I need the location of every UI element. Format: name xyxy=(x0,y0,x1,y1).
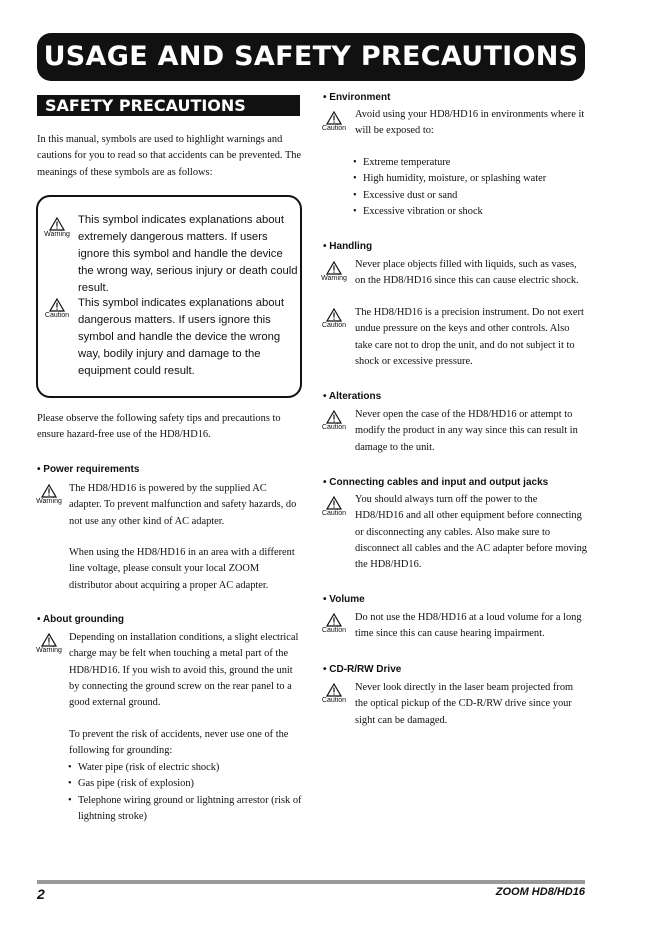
power-paragraph-2: When using the HD8/HD16 in an area with a different line voltage, please consult your local ZOOM distributor about acquiring a proper AC adapter. xyxy=(69,547,295,591)
alterations-paragraph: Never open the case of the HD8/HD16 or attempt to modify the product in any way since this can result in damage to the unit. xyxy=(355,409,578,453)
handling-label-1: Warning xyxy=(321,275,347,282)
list-item: • Gas pipe (risk of explosion) xyxy=(68,776,302,792)
caution-icon xyxy=(319,111,349,133)
cables-paragraph: You should always turn off the power to the HD8/HD16 and all other equipment before connecting or disconnecting any cables. Also make sure to disconnect all cables and the AC adapter before moving the HD8/HD16. xyxy=(355,494,587,571)
cables-label: Caution xyxy=(321,510,347,517)
power-heading: • Power requirements xyxy=(37,464,140,475)
alterations-heading: • Alterations xyxy=(323,391,382,402)
environment-list xyxy=(353,155,587,220)
volume-label: Caution xyxy=(321,627,347,634)
caution-icon xyxy=(42,298,72,320)
volume-heading: • Volume xyxy=(323,594,365,605)
caution-icon xyxy=(319,683,349,705)
list-item: • Excessive vibration or shock xyxy=(353,204,587,220)
warning-explanation: This symbol indicates explanations about extremely dangerous matters. If users ignore this symbol and handle the device the wrong way, serious injury or death could result. xyxy=(78,214,298,294)
environment-heading: • Environment xyxy=(323,92,391,103)
list-item: • Extreme temperature xyxy=(353,155,587,171)
volume-paragraph: Do not use the HD8/HD16 at a loud volume for a long time since this can cause hearing impairment. xyxy=(355,612,582,640)
warning-icon xyxy=(34,484,64,506)
page-title: USAGE AND SAFETY PRECAUTIONS xyxy=(43,41,579,72)
warning-icon xyxy=(34,633,64,655)
power-label: Warning xyxy=(36,498,62,505)
warning-icon xyxy=(319,261,349,283)
caution-icon xyxy=(319,613,349,635)
grounding-label: Warning xyxy=(36,647,62,654)
cdrw-paragraph: Never look directly in the laser beam projected from the optical pickup of the CD-R/RW drive since your sight can be damaged. xyxy=(355,682,574,726)
grounding-paragraph-2: To prevent the risk of accidents, never use one of the following for grounding: xyxy=(69,729,289,757)
grounding-list xyxy=(68,760,302,825)
grounding-heading: • About grounding xyxy=(37,614,124,625)
observe-text: Please observe the following safety tips and precautions to ensure hazard-free use of the HD8/HD16. xyxy=(37,413,281,441)
list-item: • Water pipe (risk of electric shock) xyxy=(68,760,302,776)
environment-paragraph: Avoid using your HD8/HD16 in environments where it will be exposed to: xyxy=(355,109,585,137)
section-title: SAFETY PRECAUTIONS xyxy=(45,96,246,115)
handling-label-2: Caution xyxy=(321,322,347,329)
cdrw-label: Caution xyxy=(321,697,347,704)
warning-label: Warning xyxy=(44,231,70,238)
handling-heading: • Handling xyxy=(323,241,373,252)
page-number: 2 xyxy=(37,886,45,902)
cdrw-heading: • CD-R/RW Drive xyxy=(323,664,402,675)
environment-label: Caution xyxy=(321,125,347,132)
list-item: • Telephone wiring ground or lightning arrestor (risk of lightning stroke) xyxy=(68,793,302,826)
cables-heading: • Connecting cables and input and output jacks xyxy=(323,477,549,488)
footer-divider xyxy=(37,880,585,884)
grounding-paragraph-1: Depending on installation conditions, a slight electrical charge may be felt when touching a metal part of the HD8/HD16. If you wish to avoid this, ground the unit by connecting the ground screw on the rear panel to a good external ground. xyxy=(69,632,299,709)
caution-icon xyxy=(319,410,349,432)
warning-icon xyxy=(42,217,72,239)
handling-paragraph-1: Never place objects filled with liquids, such as vases, on the HD8/HD16 since this can cause electric shock. xyxy=(355,259,579,287)
caution-explanation: This symbol indicates explanations about dangerous matters. If users ignore this symbol and handle the device the wrong way, bodily injury and damage to the equipment could result. xyxy=(78,297,284,377)
symbol-legend-box xyxy=(36,195,302,398)
title-banner xyxy=(37,33,585,81)
list-item: • Excessive dust or sand xyxy=(353,188,587,204)
caution-label: Caution xyxy=(44,312,70,319)
power-paragraph-1: The HD8/HD16 is powered by the supplied AC adapter. To prevent malfunction and safety hazards, do not use any other kind of AC adapter. xyxy=(69,483,297,527)
intro-text: In this manual, symbols are used to highlight warnings and cautions for you to read so that accidents can be prevented. The meanings of these symbols are as follows: xyxy=(37,134,302,178)
alterations-label: Caution xyxy=(321,424,347,431)
product-name: ZOOM HD8/HD16 xyxy=(495,886,585,898)
caution-icon xyxy=(319,308,349,330)
list-item: • High humidity, moisture, or splashing water xyxy=(353,171,587,187)
handling-paragraph-2: The HD8/HD16 is a precision instrument. Do not exert undue pressure on the keys and other controls. Also take care not to drop the unit, and do not subject it to shock or excessive pressure. xyxy=(355,307,584,367)
caution-icon xyxy=(319,496,349,518)
section-header xyxy=(37,95,300,116)
